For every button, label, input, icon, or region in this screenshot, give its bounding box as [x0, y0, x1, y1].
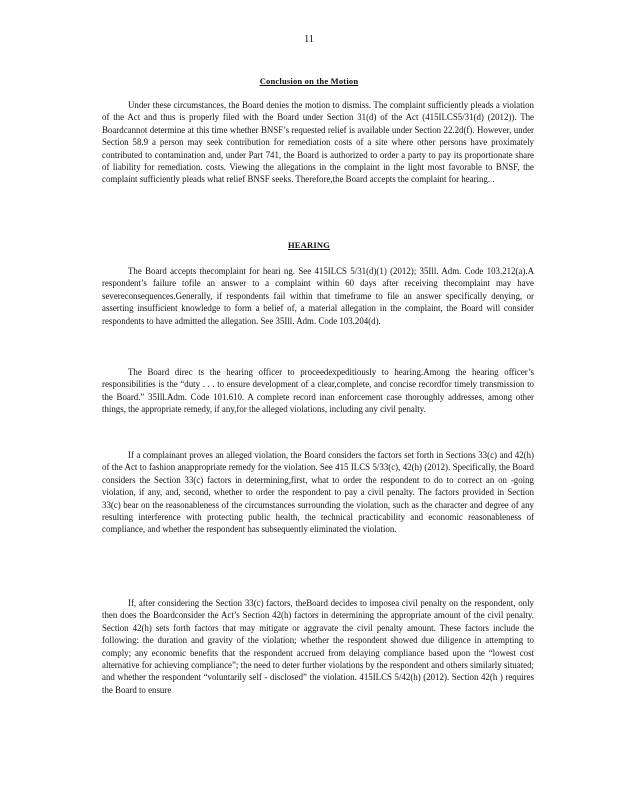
section-heading-conclusion: Conclusion on the Motion — [259, 76, 359, 86]
section-heading-hearing: HEARING — [287, 240, 331, 250]
paragraph-hearing-1: The Board accepts thecomplaint for heari ng. See 415ILCS 5/31(d)(1) (2012); 35Ill. Adm. Code 103.212(a).A respondent’s failure tofile an answer to a complaint within 60 days after receiving thecomplaint may have severeconsequences.Generally, if respondents fail within that timeframe to file an answer specifically denying, or asserting insufficient knowledge to form a belief of, a material allegation in the complaint, the Board will consider respondents to have admitted the allegation. See 35Ill. Adm. Code 103.204(d). — [102, 266, 534, 326]
paragraph-hearing-2: The Board direc ts the hearing officer to proceedexpeditiously to hearing.Among the hearing officer’s responsibilities is the “duty . . . to ensure development of a clear,complete, and concise recordfor timely transmission to the Board.” 35Ill.Adm. Code 101.610. A complete record inan enforcement case thoroughly addresses, among other things, the appropriate remedy, if any,for the alleged violations, including any civil penalty. — [102, 367, 534, 415]
paragraph-conclusion: Under these circumstances, the Board denies the motion to dismiss. The complaint sufficiently pleads a violation of the Act and thus is properly filed with the Board under Section 31(d) of the Act (415ILCS5/31(d) (2012)). The Boardcannot determine at this time whether BNSF’s requested relief is available under Section 22.2d(f). However, under Section 58.9 a person may seek contribution for remediation costs of a site where other persons have proximately contributed to contamination and, under Part 741, the Board is authorized to order a party to pay its proportionate share of liability for remediation. costs. Viewing the allegations in the complaint in the light most favorable to BNSF, the complaint sufficiently pleads what relief BNSF seeks. Therefore,the Board accepts the complaint for hearing. . — [102, 100, 534, 185]
page-number: 11 — [303, 34, 315, 45]
paragraph-hearing-3: If a complainant proves an alleged violation, the Board considers the factors set forth in Sections 33(c) and 42(h) of the Act to fashion anappropriate remedy for the violation. See 415 ILCS 5/33(c), 42(h) (2012). Specifically, the Board considers the Section 33(c) factors in determining,first, what to order the respondent to do to correct an on -going violation, if any, and, second, whether to order the respondent to pay a civil penalty. The factors provided in Section 33(c) bear on the reasonableness of the circumstances surrounding the violation, such as the character and degree of any resulting interference with protecting public health, the technical practicability and economic reasonableness of compliance, and whether the respondent has subsequently eliminated the violation. — [102, 450, 534, 535]
paragraph-hearing-4: If, after considering the Section 33(c) factors, theBoard decides to imposea civil penalty on the respondent, only then does the Boardconsider the Act’s Section 42(h) factors in determining the appropriate amount of the civil penalty. Section 42(h) sets forth factors that may mitigate or aggravate the civil penalty amount. These factors include the following: the duration and gravity of the violation; whether the respondent showed due diligence in attempting to comply; any economic benefits that the respondent accrued from delaying compliance based upon the “lowest cost alternative for achieving compliance”; the need to deter further violations by the respondent and others similarly situated; and whether the respondent “voluntarily self - disclosed” the violation. 415ILCS 5/42(h) (2012). Section 42(h ) requires the Board to ensure — [102, 598, 534, 695]
